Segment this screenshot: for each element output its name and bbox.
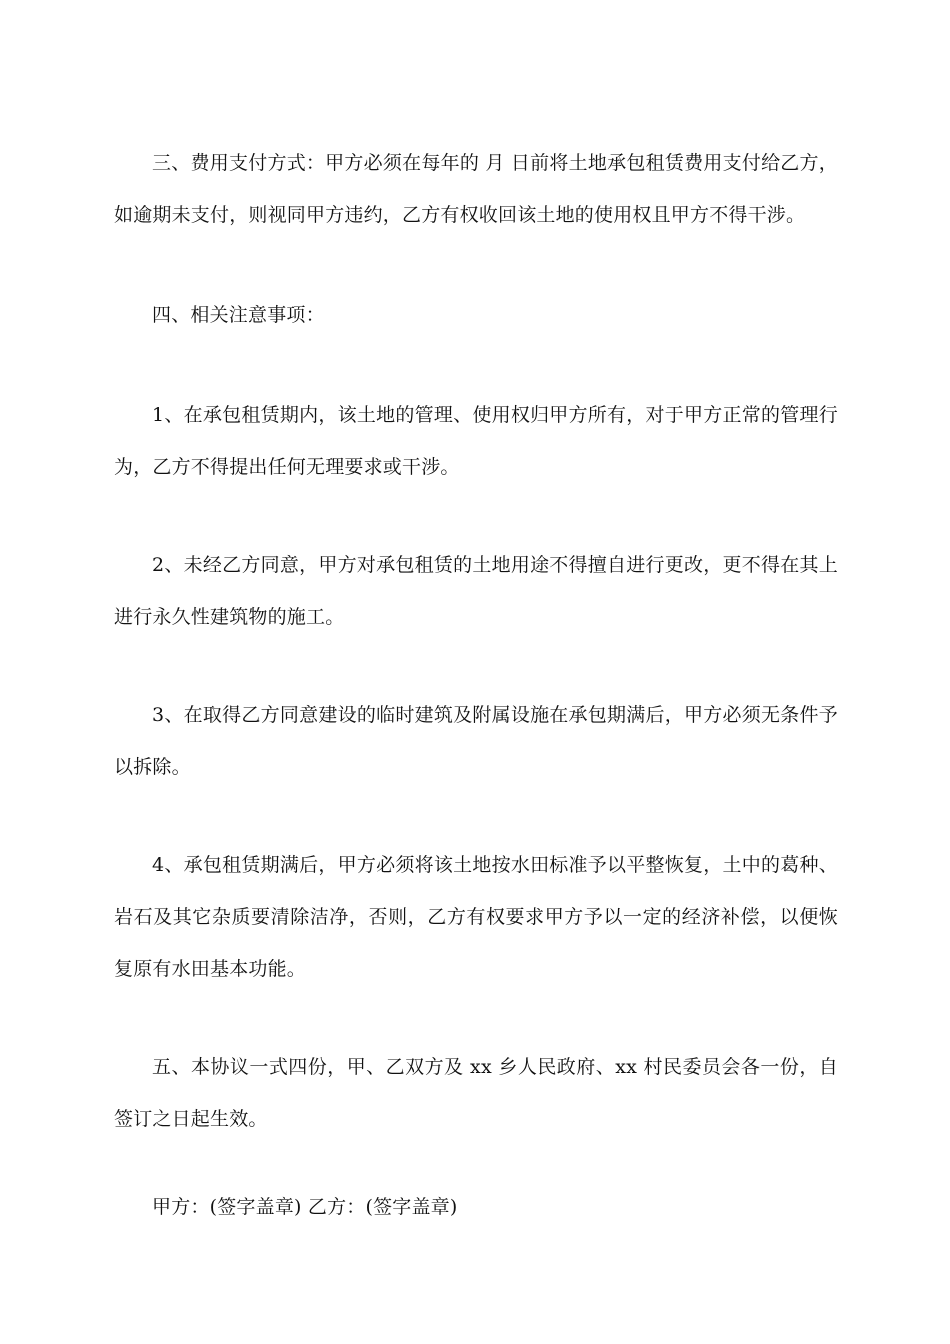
note-item-2: 2、未经乙方同意，甲方对承包租赁的土地用途不得擅自进行更改，更不得在其上进行永久性建筑物的施工。 [114, 554, 838, 628]
note-item-4: 4、承包租赁期满后，甲方必须将该土地按水田标准予以平整恢复，土中的葛种、岩石及其它杂质要清除洁净，否则，乙方有权要求甲方予以一定的经济补偿，以便恢复原有水田基本功能。 [114, 854, 838, 980]
section-heading-notes: 四、相关注意事项： [152, 304, 325, 326]
clause-copies-effective: 五、本协议一式四份，甲、乙双方及 xx 乡人民政府、xx 村民委员会各一份，自签订之日起生效。 [114, 1056, 838, 1130]
signature-line: 甲方：(签字盖章) 乙方：(签字盖章) [152, 1196, 458, 1218]
note-item-3: 3、在取得乙方同意建设的临时建筑及附属设施在承包期满后，甲方必须无条件予以拆除。 [114, 704, 838, 778]
clause-payment-method: 三、费用支付方式：甲方必须在每年的 月 日前将土地承包租赁费用支付给乙方，如逾期未支付，则视同甲方违约，乙方有权收回该土地的使用权且甲方不得干涉。 [114, 152, 838, 226]
note-item-1: 1、在承包租赁期内，该土地的管理、使用权归甲方所有，对于甲方正常的管理行为，乙方不得提出任何无理要求或干涉。 [114, 404, 838, 478]
